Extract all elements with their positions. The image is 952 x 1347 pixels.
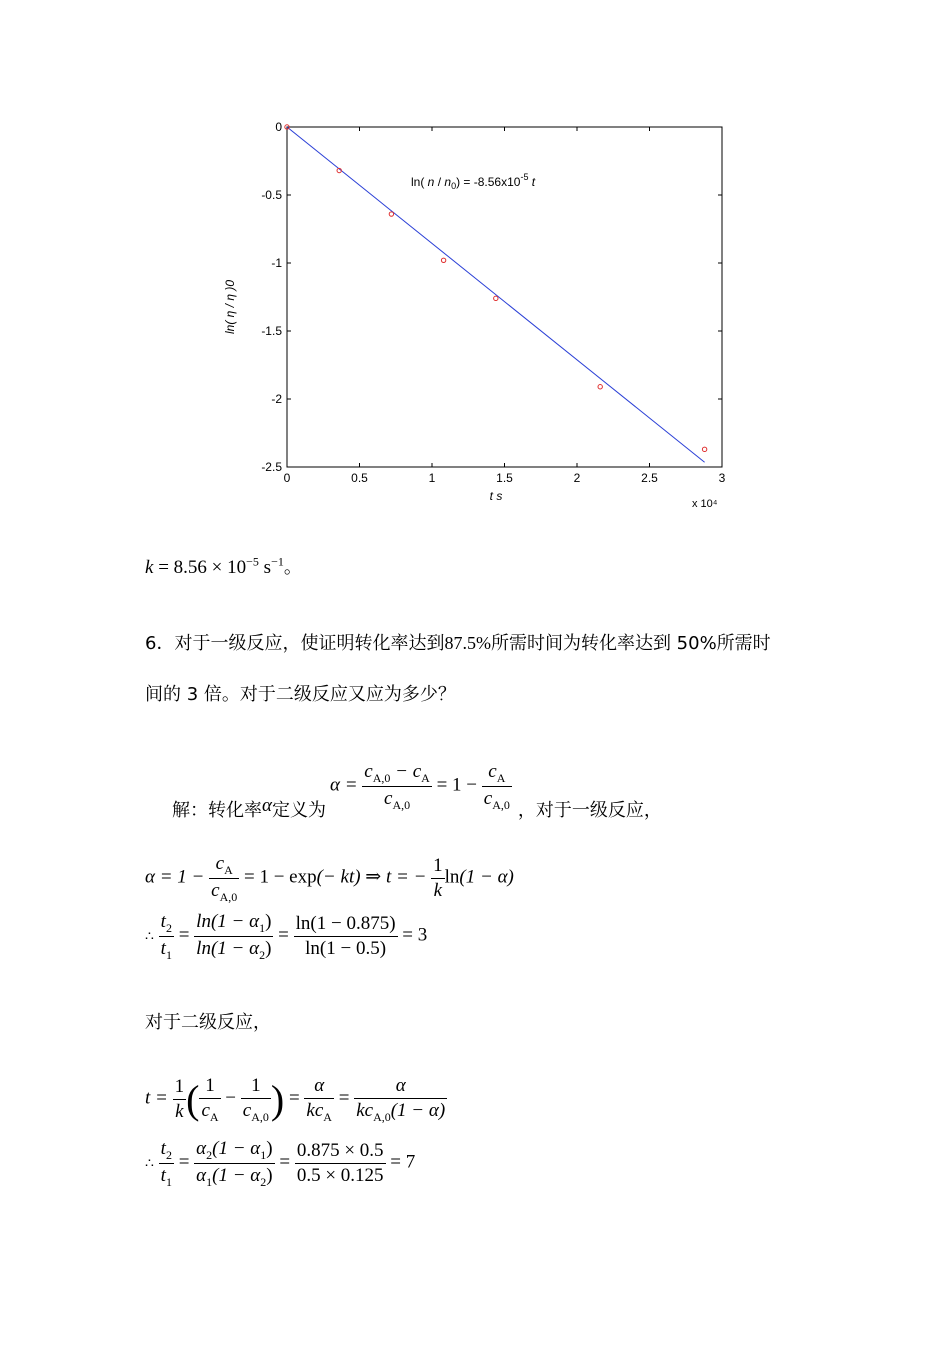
sub-2: 2: [206, 1147, 213, 1162]
annotation-exp: -5: [520, 172, 529, 182]
k-value: = 8.56 × 10: [153, 557, 247, 578]
alpha-symbol: α: [314, 1075, 325, 1096]
data-point: [441, 258, 445, 262]
sub-A: A: [323, 1109, 332, 1124]
first-order-eq-1: [145, 852, 514, 905]
solution-intro-2: 定义为: [271, 800, 326, 821]
fo-ln: ln: [444, 866, 460, 888]
fo-kt: (− kt): [316, 866, 361, 888]
def-lhs: α =: [329, 774, 358, 796]
def-fraction-2: [482, 760, 512, 813]
c-symbol: c: [488, 760, 497, 782]
x-tick-label: 0.5: [351, 471, 368, 485]
data-point: [598, 385, 602, 389]
annotation-rhs: ) = -8.56x10: [456, 175, 521, 189]
def-frac2-num: [482, 760, 512, 787]
c-symbol: c: [201, 1099, 210, 1121]
second-order-eq-2: ∴ $\frac{t_2}{t_1}$ = $\frac{\alpha_2(1 - \alpha_1)}{\alpha_1(1 - \alpha_2)}$ = $\frac{0.875 \times 0.5}{0.5 \times 0.125}$ = 7: [145, 1138, 416, 1189]
annotation-n: n: [427, 175, 435, 189]
one: 1: [199, 1074, 220, 1099]
first-order-eq-2: ∴ $\frac{t_2}{t_1}$ = $\frac{\ln(1 - \alpha_1)}{\ln(1 - \alpha_2)}$ = $\frac{\ln(1 - 0.875)}{\ln(1 - 0.5)}$ = 3: [145, 911, 428, 962]
sub-2: 2: [165, 920, 172, 935]
conversion-definition: [330, 760, 512, 813]
c-symbol: c: [211, 879, 220, 901]
so-one-over-k: [173, 1075, 187, 1124]
solution-intro: 解：转化率: [172, 800, 262, 821]
sub-A: A: [421, 770, 430, 785]
so-alpha-over-kcA: [304, 1074, 334, 1125]
annotation-prefix: ln(: [411, 175, 428, 189]
fo-implies-t: ⇒ t = −: [360, 866, 432, 888]
data-point: [494, 296, 498, 300]
c-symbol: c: [384, 787, 393, 809]
t-symbol: t: [160, 937, 166, 959]
left-paren: (: [186, 1076, 200, 1122]
t-symbol: t: [160, 911, 166, 932]
sub-2: 2: [259, 947, 266, 962]
solution-after: ，对于一级反应，: [517, 800, 662, 821]
sub-2: 2: [260, 1174, 267, 1189]
fo-result: = 3: [397, 924, 428, 946]
so-numeric-ratio: [295, 1139, 386, 1188]
rate-plot: [220, 112, 740, 517]
question-line-2: 间的 3 倍。对于二级反应又应为多少？: [145, 684, 456, 705]
sub-A0: A,0: [492, 797, 510, 812]
k-symbol: k: [175, 1100, 184, 1122]
sub-A: A: [209, 1109, 219, 1124]
x-tick-label: 3: [718, 471, 726, 485]
so-one-over-cA0: [241, 1074, 271, 1125]
x-tick-label: 1.5: [496, 471, 513, 485]
def-frac1-num: [362, 760, 432, 787]
question-text-b: 所需时间为转化率达到 50%所需时: [490, 633, 771, 654]
c-symbol: c: [215, 853, 225, 874]
question-percent: 87.5%: [444, 633, 491, 653]
fo-exp: = 1 − exp: [239, 866, 317, 888]
one: 1: [431, 854, 445, 879]
c-symbol: c: [242, 1099, 252, 1121]
sub-A0: A,0: [373, 1109, 391, 1124]
k-symbol: k: [145, 557, 154, 578]
y-axis-label-text: ln( η / η )0: [223, 280, 237, 334]
y-tick-label: -1: [271, 256, 282, 270]
sub-A0: A,0: [251, 1109, 269, 1124]
def-frac2-den: [482, 787, 512, 813]
sub-A0: A,0: [392, 797, 411, 812]
annotation-slash: /: [434, 175, 445, 189]
c-symbol: c: [483, 787, 493, 809]
therefore-symbol: ∴: [145, 1156, 154, 1172]
fo-numeric-num: ln(1 − 0.875): [294, 912, 398, 937]
so-result: = 7: [385, 1151, 416, 1173]
x-tick-label: 1: [428, 471, 436, 485]
second-order-heading: 对于二级反应，: [145, 1012, 271, 1033]
k-result: [145, 553, 302, 579]
def-fraction-1: [362, 760, 432, 813]
y-axis-label: [223, 280, 237, 334]
one: 1: [173, 1075, 187, 1100]
ln-one-minus-alpha: ln(1 − α: [196, 911, 260, 932]
y-tick-label: -1.5: [261, 324, 282, 338]
x-tick-label: 0: [283, 471, 291, 485]
sub-1: 1: [259, 920, 266, 935]
so-alpha-ratio: $\frac{\alpha_2(1 - \alpha_1)}{\alpha_1(1 - \alpha_2)}$: [196, 1138, 273, 1189]
k-exponent: −5: [246, 554, 259, 569]
sub-1: 1: [260, 1147, 267, 1162]
t-symbol: t: [160, 1164, 166, 1186]
annotation-sub0: 0: [451, 181, 457, 191]
t-ratio: [159, 1137, 174, 1190]
ln-one-minus-alpha: ln(1 − α: [196, 937, 260, 959]
fo-ln-ratio: $\frac{\ln(1 - \alpha_1)}{\ln(1 - \alpha_2)}$: [196, 911, 272, 962]
sub-A: A: [224, 862, 233, 877]
t-ratio: [159, 910, 174, 963]
alpha-symbol: α: [395, 1075, 406, 1096]
fo-fraction: [209, 852, 239, 905]
k-unit-exponent: −1: [271, 554, 284, 569]
so-numeric-num: 0.875 × 0.5: [295, 1139, 386, 1164]
y-tick-label: -2.5: [261, 460, 282, 474]
sub-A0: A,0: [372, 770, 391, 785]
therefore-symbol: ∴: [145, 929, 154, 945]
y-tick-label: -2: [271, 392, 282, 406]
kc-symbol: kc: [356, 1099, 374, 1121]
sub-1: 1: [165, 1174, 172, 1189]
definition-line: [172, 750, 662, 822]
so-alpha-over-kcA0: [354, 1074, 447, 1125]
right-paren: ): [270, 1076, 285, 1122]
x-tick-label: 2: [573, 471, 581, 485]
def-mid: = 1 −: [431, 774, 482, 796]
one-minus-alpha: (1 − α): [390, 1099, 446, 1121]
x-tick-label: 2.5: [641, 471, 658, 485]
data-point: [389, 212, 393, 216]
x-axis-label: [490, 489, 503, 503]
sub-2: 2: [165, 1147, 172, 1162]
second-order-eq-1: t = $\frac{1}{k}$ ( $\frac{1}{c_A}$ − $\frac{1}{c_{A,0}}$ ) = $\frac{\alpha}{kc_A}$ = $\frac{\alpha}{kc_{A,0}(1 - \alpha)}$: [145, 1075, 446, 1124]
fit-annotation: [411, 172, 536, 191]
fo-one-over-k: [431, 854, 445, 903]
fo-alpha-lhs: α = 1 −: [145, 866, 210, 888]
x-axis-multiplier: x 10⁴: [692, 498, 718, 510]
data-point: [702, 447, 706, 451]
k-symbol: k: [433, 879, 443, 901]
sub-A0: A,0: [219, 889, 238, 904]
question-line-1: [145, 629, 771, 655]
t-symbol: t: [160, 1138, 166, 1159]
y-tick-label: 0: [275, 120, 282, 134]
annotation-t: t: [528, 175, 536, 189]
so-numeric-den: 0.5 × 0.125: [296, 1164, 384, 1186]
question-text-a: 6．对于一级反应，使证明转化率达到: [145, 633, 445, 654]
one-minus-alpha: (1 − α: [212, 1164, 261, 1186]
fo-one-minus-alpha: (1 − α): [459, 866, 514, 888]
so-one-over-cA: [199, 1074, 220, 1125]
alpha-symbol: α: [262, 795, 272, 816]
k-unit: s: [258, 557, 272, 578]
alpha-symbol: α: [196, 1164, 207, 1186]
x-axis-label-text: t s: [489, 489, 503, 503]
annotation-n0: n: [444, 175, 452, 189]
alpha-symbol: α: [196, 1138, 207, 1159]
so-t-lhs: t =: [145, 1087, 173, 1109]
one: 1: [241, 1074, 271, 1099]
one-minus-alpha: (1 − α: [212, 1138, 261, 1159]
data-points: [285, 125, 707, 452]
sub-1: 1: [206, 1174, 213, 1189]
c-symbol: c: [364, 760, 373, 782]
fo-numeric-den: ln(1 − 0.5): [305, 937, 387, 959]
minus-c: − c: [390, 760, 422, 782]
fo-numeric-ratio: [294, 912, 398, 961]
kc-symbol: kc: [306, 1099, 324, 1121]
sub-A: A: [496, 770, 506, 785]
k-period: 。: [283, 557, 302, 578]
y-tick-label: -0.5: [261, 188, 282, 202]
sub-1: 1: [165, 947, 172, 962]
def-frac1-den: [362, 787, 432, 813]
